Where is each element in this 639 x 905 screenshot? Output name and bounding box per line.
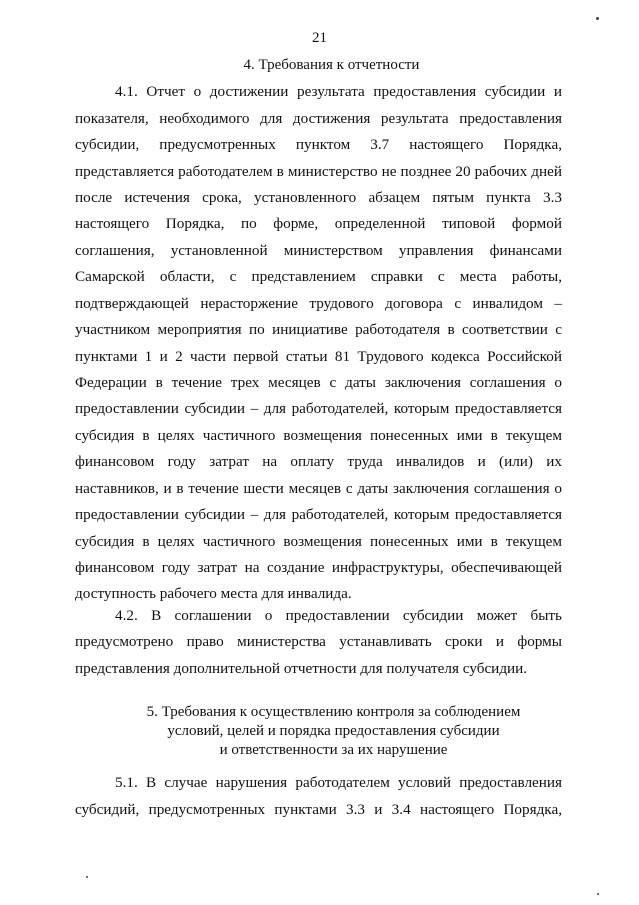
paragraph-4-1-line: после истечения срока, установленного абзацем пятым пункта 3.3: [75, 189, 562, 206]
paragraph-4-2-line: предусмотрено право министерства устанавливать сроки и формы: [75, 633, 562, 650]
scan-speck: [596, 17, 599, 20]
paragraph-4-1-line: субсидии, предусмотренных пунктом 3.7 настоящего Порядка,: [75, 136, 562, 153]
paragraph-4-2-line: 4.2. В соглашении о предоставлении субсидии может быть: [115, 607, 562, 624]
paragraph-4-1-line: предоставлении субсидии – для работодателей, которым предоставляется: [75, 506, 562, 523]
section-4-heading: 4. Требования к отчетности: [243, 57, 420, 73]
section-5-heading-line: и ответственности за их нарушение: [219, 742, 448, 758]
paragraph-5-1-line: субсидий, предусмотренных пунктами 3.3 и 3.4 настоящего Порядка,: [75, 801, 562, 818]
paragraph-4-1-line: финансовом году затрат на создание инфраструктуры, обеспечивающей: [75, 559, 562, 576]
scan-speck: [86, 876, 88, 878]
page-number: 21: [312, 30, 327, 46]
paragraph-4-1-line: финансовом году затрат на оплату труда инвалидов и (или) их: [75, 453, 562, 470]
paragraph-4-1-line: субсидия в целях частичного возмещения понесенных ими в текущем: [75, 427, 562, 444]
paragraph-4-1-line: соглашения, установленной министерством управления финансами: [75, 242, 562, 259]
paragraph-4-1-line: Федерации в течение трех месяцев с даты заключения соглашения о: [75, 374, 562, 391]
paragraph-4-1-line: показателя, необходимого для достижения результата предоставления: [75, 110, 562, 127]
paragraph-4-1-line: 4.1. Отчет о достижении результата предоставления субсидии и: [115, 83, 562, 100]
paragraph-4-1-line: участником мероприятия по инициативе работодателя в соответствии с: [75, 321, 562, 338]
paragraph-4-1-line: предоставлении субсидии – для работодателей, которым предоставляется: [75, 400, 562, 417]
paragraph-5-1-line: 5.1. В случае нарушения работодателем условий предоставления: [115, 774, 562, 791]
section-5-heading: [14, 703, 639, 760]
paragraph-4-2-line: представления дополнительной отчетности для получателя субсидии.: [75, 660, 528, 677]
paragraph-4-1-line: наставников, и в течение шести месяцев с даты заключения соглашения о: [75, 480, 562, 497]
paragraph-4-1-line: доступность рабочего места для инвалида.: [75, 585, 352, 602]
paragraph-4-1-line: представляется работодателем в министерство не позднее 20 рабочих дней: [75, 163, 562, 180]
section-5-heading-line: условий, целей и порядка предоставления субсидии: [167, 723, 500, 739]
paragraph-4-1-line: Самарской области, с представлением справки с места работы,: [75, 268, 562, 285]
paragraph-4-1-line: подтверждающей нерасторжение трудового договора с инвалидом –: [75, 295, 562, 312]
scan-speck: [597, 893, 599, 895]
paragraph-4-1-line: субсидия в целях частичного возмещения понесенных ими в текущем: [75, 533, 562, 550]
paragraph-4-1-line: пунктами 1 и 2 части первой статьи 81 Трудового кодекса Российской: [75, 348, 562, 365]
section-5-heading-line: 5. Требования к осуществлению контроля за соблюдением: [146, 704, 521, 720]
paragraph-4-1-line: настоящего Порядка, по форме, определенной типовой формой: [75, 215, 562, 232]
